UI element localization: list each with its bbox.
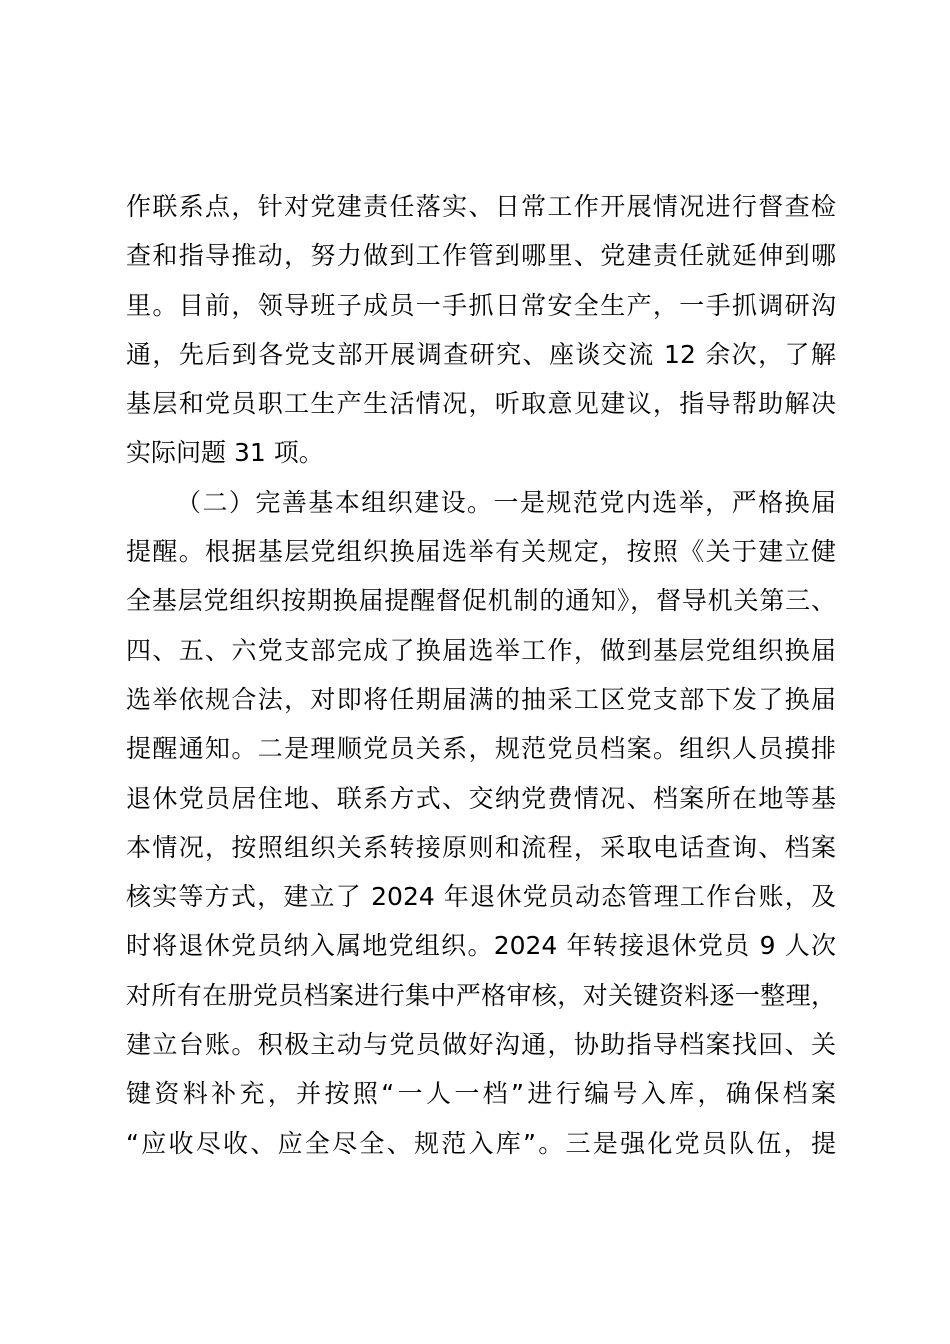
text-line: “应收尽收、应全尽全、规范入库”。三是强化党员队伍，提 <box>126 1128 836 1158</box>
text-line: 本情况，按照组织关系转接原则和流程，采取电话查询、档案 <box>126 832 836 862</box>
text-line: 四、五、六党支部完成了换届选举工作，做到基层党组织换届 <box>126 635 836 665</box>
text-line: 提醒通知。二是理顺党员关系，规范党员档案。组织人员摸排 <box>126 734 836 764</box>
text-line: 核实等方式，建立了 2024 年退休党员动态管理工作台账，及 <box>126 882 836 912</box>
text-line: 建立台账。积极主动与党员做好沟通，协助指导档案找回、关 <box>126 1030 836 1060</box>
text-line: 查和指导推动，努力做到工作管到哪里、党建责任就延伸到哪 <box>126 241 836 271</box>
text-line: （二）完善基本组织建设。一是规范党内选举，严格换届 <box>176 487 836 517</box>
text-line: 选举依规合法，对即将任期届满的抽采工区党支部下发了换届 <box>126 684 836 714</box>
text-line: 时将退休党员纳入属地党组织。2024 年转接退休党员 9 人次 <box>126 931 836 961</box>
text-line: 通，先后到各党支部开展调查研究、座谈交流 12 余次，了解 <box>126 339 836 369</box>
text-line: 基层和党员职工生产生活情况，听取意见建议，指导帮助解决 <box>126 389 836 419</box>
text-line: 里。目前，领导班子成员一手抓日常安全生产，一手抓调研沟 <box>126 290 836 320</box>
text-line: 全基层党组织按期换届提醒督促机制的通知》，督导机关第三、 <box>126 586 836 616</box>
text-line: 退休党员居住地、联系方式、交纳党费情况、档案所在地等基 <box>126 783 836 813</box>
text-line: 键资料补充，并按照“一人一档”进行编号入库，确保档案 <box>126 1079 836 1109</box>
text-line: 作联系点，针对党建责任落实、日常工作开展情况进行督查检 <box>126 192 836 221</box>
text-line: 对所有在册党员档案进行集中严格审核，对关键资料逐一整理， <box>126 980 836 1010</box>
body-text <box>126 182 836 1168</box>
text-line: 提醒。根据基层党组织换届选举有关规定，按照《关于建立健 <box>126 537 836 567</box>
text-line: 实际问题 31 项。 <box>126 438 324 468</box>
